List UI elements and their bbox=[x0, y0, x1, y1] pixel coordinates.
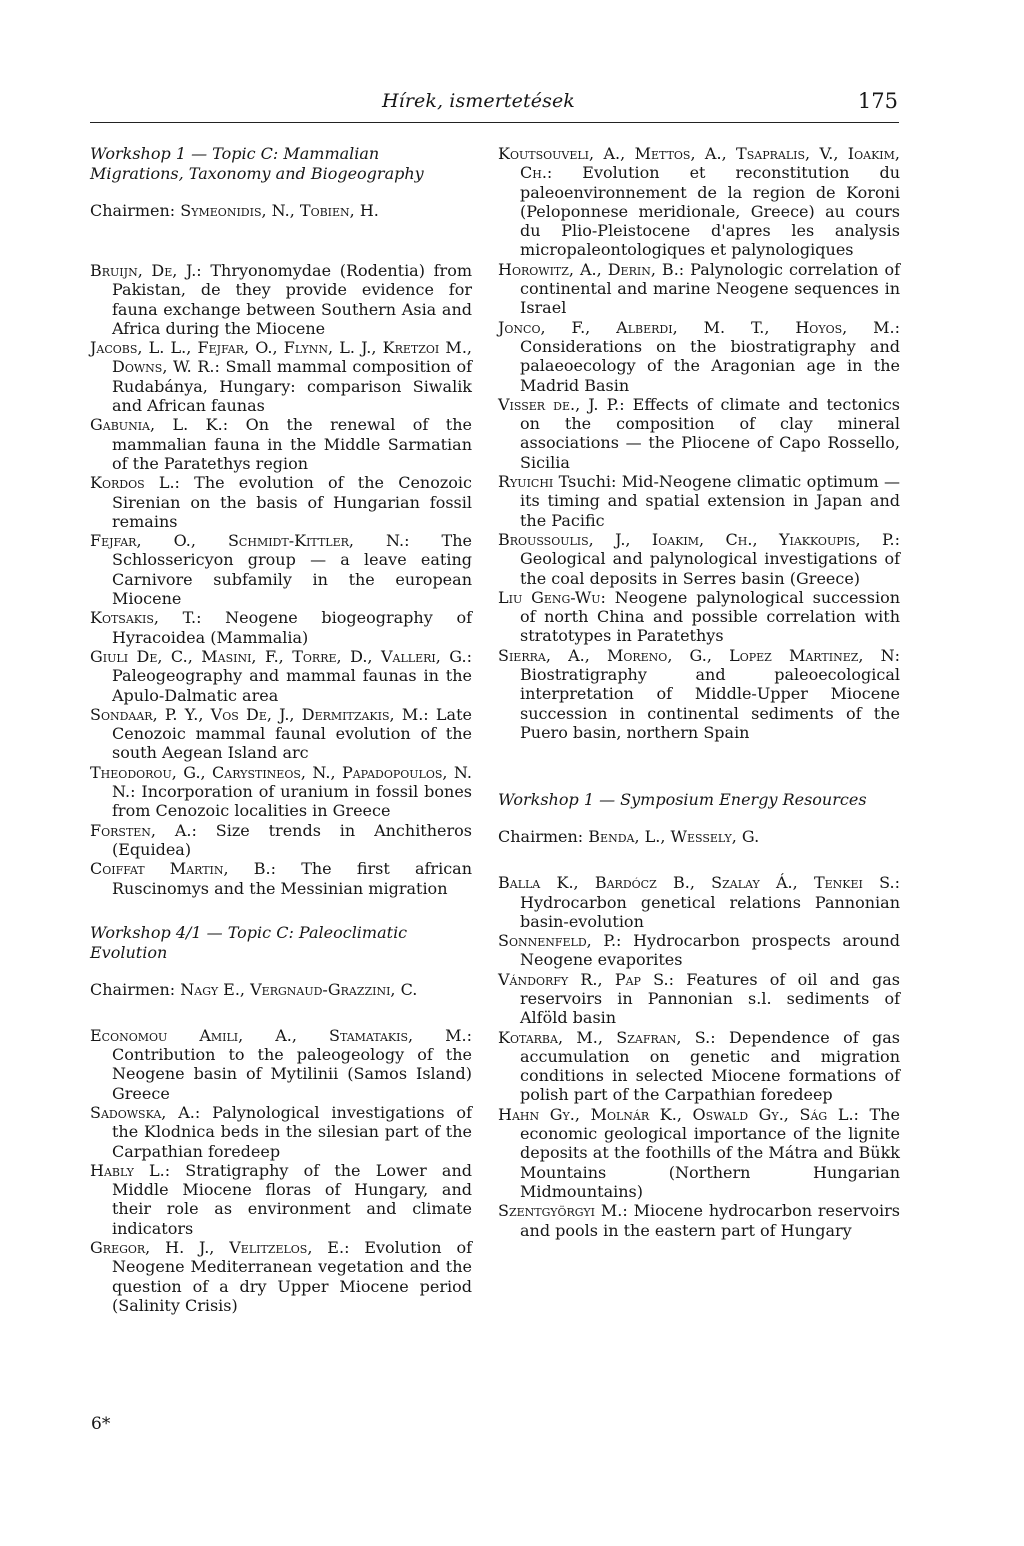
chairmen-names: Benda, L., Wessely, G. bbox=[588, 827, 760, 847]
entry-authors: Sonnenfeld, P. bbox=[498, 931, 617, 951]
paper-entry bbox=[90, 763, 472, 821]
chairmen-label: Chairmen: bbox=[90, 979, 176, 999]
chairmen-label: Chairmen: bbox=[90, 201, 176, 220]
entry-authors: Vándorfy R., Pap S. bbox=[498, 969, 669, 989]
chairmen-line bbox=[498, 827, 900, 847]
entry-authors: Economou Amili, A., Stamatakis, M. bbox=[90, 1025, 467, 1045]
paper-entry bbox=[90, 821, 472, 860]
entry-title: : Neogene biogeography of Hyracoidea (Mammalia) bbox=[112, 608, 472, 647]
entry-authors: Sadowska, A. bbox=[90, 1102, 195, 1122]
paper-entry bbox=[498, 1028, 900, 1105]
paper-entry bbox=[90, 705, 472, 763]
entry-title: : Effects of climate and tectonics on the composition of clay mineral associations — the Pliocene of Capo Rossello, Sicilia bbox=[520, 394, 900, 472]
entry-authors: Liu Geng-Wu bbox=[498, 587, 601, 607]
entry-authors: Hahn Gy., Molnár K., Oswald Gy., Ság L. bbox=[498, 1104, 854, 1124]
paper-entry bbox=[498, 260, 900, 318]
paper-entry bbox=[90, 261, 472, 338]
workshop-section bbox=[90, 144, 472, 898]
entry-authors: Kordos L. bbox=[90, 473, 175, 493]
workshop-section bbox=[498, 790, 900, 1240]
entry-authors: Theodorou, G., Carystineos, N., Papadopoulos, N. N. bbox=[90, 762, 472, 802]
entry-authors: Gregor, H. J., Velitzelos, E. bbox=[90, 1238, 345, 1258]
entry-title: : Evolution et reconstitution du paleoenvironnement de la region de Koroni (Peloponnese meridionale, Greece) au cours du Plio-Pleistocene d'apres les analysis micropaleontologiques et palynologiques bbox=[520, 163, 900, 260]
paper-entry bbox=[90, 1238, 472, 1315]
entry-authors: Jonco, F., Alberdi, M. T., Hoyos, M. bbox=[498, 317, 895, 337]
paper-entry bbox=[498, 530, 900, 588]
entry-title: : Paleogeography and mammal faunas in the Apulo-Dalmatic area bbox=[112, 646, 472, 705]
entry-title: : The Schlossericyon group — a leave eating Carnivore subfamily in the european Miocene bbox=[112, 531, 472, 609]
entry-title: : Miocene hydrocarbon reservoirs and pools in the eastern part of Hungary bbox=[520, 1201, 900, 1240]
entry-authors: Fejfar, O., Schmidt-Kittler, N. bbox=[90, 531, 405, 551]
running-title: Hírek, ismertetések bbox=[382, 90, 575, 112]
entry-authors: Bruijn, De, J. bbox=[90, 261, 197, 280]
entry-title: : On the renewal of the mammalian fauna in the Middle Sarmatian of the Paratethys region bbox=[112, 415, 472, 473]
entry-authors: Hably L. bbox=[90, 1160, 165, 1180]
entry-title: : Small mammal composition of Rudabánya, Hungary: comparison Siwalik and African faunas bbox=[112, 357, 472, 416]
paper-entry bbox=[90, 473, 472, 531]
paper-entry bbox=[90, 647, 472, 705]
paper-entry bbox=[498, 873, 900, 931]
entry-authors: Balla K., Bardócz B., Szalay Á., Tenkei S. bbox=[498, 873, 895, 893]
entry-title: : Considerations on the biostratigraphy and palaeoecology of the Aragonian age in the Madrid Basin bbox=[520, 317, 900, 395]
entry-title: : Geological and palynological investigations of the coal deposits in Serres basin (Greece) bbox=[520, 529, 900, 588]
entry-authors: Visser de., J. P. bbox=[498, 394, 620, 414]
entry-title: : Palynologic correlation of continental and marine Neogene sequences in Israel bbox=[520, 259, 900, 318]
workshop-heading: Workshop 4/1 — Topic C: Paleoclimatic Evolution bbox=[90, 922, 408, 962]
paper-entry bbox=[498, 144, 900, 260]
entry-authors: Kotsakis, T. bbox=[90, 608, 197, 628]
entry-authors: Szentgyörgyi M. bbox=[498, 1201, 623, 1221]
chairmen-label: Chairmen: bbox=[498, 827, 584, 847]
paper-entry bbox=[90, 338, 472, 415]
paper-entry bbox=[498, 931, 900, 970]
entry-authors: Jacobs, L. L., Fejfar, O., Flynn, L. J., Kretzoi M., Downs, W. R. bbox=[90, 338, 472, 377]
paper-entry bbox=[498, 588, 900, 646]
paper-entry bbox=[90, 1026, 472, 1103]
entry-authors: Forsten, A. bbox=[90, 820, 192, 840]
chairmen-line bbox=[90, 980, 472, 1000]
paper-entry bbox=[498, 1201, 900, 1240]
entry-authors: Koutsouveli, A., Mettos, A., Tsapralis, V., Ioakim, Ch. bbox=[498, 144, 900, 183]
running-header bbox=[90, 88, 899, 123]
paper-entry bbox=[90, 608, 472, 647]
paper-entry bbox=[90, 1161, 472, 1238]
paper-entry bbox=[498, 395, 900, 472]
entry-authors: Gabunia, L. K. bbox=[90, 415, 223, 435]
entry-title: : Hydrocarbon prospects around Neogene evaporites bbox=[520, 931, 901, 970]
signature-mark: 6* bbox=[91, 1414, 111, 1434]
paper-entry bbox=[90, 531, 472, 608]
left-column bbox=[90, 144, 472, 1315]
paper-entry bbox=[498, 472, 900, 530]
entry-authors: Giuli De, C., Masini, F., Torre, D., Valleri, G. bbox=[90, 646, 467, 666]
paper-entry bbox=[498, 1105, 900, 1201]
right-column bbox=[498, 144, 900, 1240]
entry-title: : Contribution to the paleogeology of the Neogene basin of Mytilinii (Samos Island) Greece bbox=[112, 1025, 472, 1103]
paper-entry bbox=[498, 318, 900, 395]
entry-authors: Broussoulis, J., Ioakim, Ch., Yiakkoupis, P. bbox=[498, 529, 895, 549]
entry-title: : Late Cenozoic mammal faunal evolution of the south Aegean Island arc bbox=[112, 704, 472, 763]
entry-title: : Incorporation of uranium in fossil bones from Cenozoic localities in Greece bbox=[112, 782, 472, 821]
entry-title: : The first african Ruscinomys and the Messinian migration bbox=[112, 859, 473, 898]
entry-authors: Ryuichi bbox=[498, 472, 554, 492]
entry-title: : Features of oil and gas reservoirs in Pannonian s.l. sediments of Alföld basin bbox=[520, 969, 900, 1028]
page-number: 175 bbox=[857, 89, 898, 113]
entry-title: : Thryonomydae (Rodentia) from Pakistan, de they provide evidence for fauna exchange between Southern Asia and Africa during the Miocene bbox=[112, 261, 472, 338]
entry-authors: Horowitz, A., Derin, B. bbox=[498, 259, 679, 279]
paper-entry bbox=[90, 1103, 472, 1161]
entry-authors: Sierra, A., Moreno, G., Lopez Martinez, N bbox=[498, 645, 895, 665]
workshop-heading: Workshop 1 — Symposium Energy Resources bbox=[498, 790, 867, 810]
chairmen-line bbox=[90, 201, 472, 221]
paper-entry bbox=[90, 415, 472, 473]
entry-title: : Biostratigraphy and paleoecological interpretation of Middle-Upper Miocene succession in continental sediments of the Puero basin, northern Spain bbox=[520, 645, 900, 742]
chairmen-names: Nagy E., Vergnaud-Grazzini, C. bbox=[180, 979, 418, 999]
entry-title: : Evolution of Neogene Mediterranean vegetation and the question of a dry Upper Miocene period (Salinity Crisis) bbox=[112, 1238, 472, 1315]
entry-title: : Dependence of gas accumulation on genetic and migration conditions in selected Miocene formations of polish part of the Carpathian foredeep bbox=[520, 1027, 900, 1105]
entry-authors: Coiffat Martin, B. bbox=[90, 859, 271, 879]
entry-title: : Neogene palynological succession of north China and possible correlation with stratotypes in Paratethys bbox=[520, 587, 901, 646]
entry-title: : Palynological investigations of the Klodnica beds in the silesian part of the Carpathian foredeep bbox=[112, 1102, 472, 1161]
entry-title: : Hydrocarbon genetical relations Pannonian basin-evolution bbox=[520, 873, 900, 931]
workshop-heading: Workshop 1 — Topic C: Mammalian Migrations, Taxonomy and Biogeography bbox=[90, 144, 424, 183]
continued-entries bbox=[498, 144, 900, 742]
entry-title: : Size trends in Anchitheros (Equidea) bbox=[112, 820, 473, 859]
paper-entry bbox=[498, 646, 900, 742]
entry-authors: Kotarba, M., Szafran, S. bbox=[498, 1027, 711, 1047]
entry-title: : Stratigraphy of the Lower and Middle Miocene floras of Hungary, and their role as environment and climate indicators bbox=[112, 1160, 473, 1238]
chairmen-names: Symeonidis, N., Tobien, H. bbox=[180, 201, 379, 220]
entry-authors: Sondaar, P. Y., Vos De, J., Dermitzakis, M. bbox=[90, 704, 424, 724]
entry-title: : The evolution of the Cenozoic Sirenian on the basis of Hungarian fossil remains bbox=[112, 473, 472, 531]
paper-entry bbox=[90, 859, 472, 898]
entry-title: : The economic geological importance of the lignite deposits at the foothills of the Mátra and Bükk Mountains (Northern Hungarian Midmountains) bbox=[520, 1104, 900, 1201]
paper-entry bbox=[498, 970, 900, 1028]
workshop-section bbox=[90, 923, 472, 1315]
entry-title: Tsuchi: Mid-Neogene climatic optimum — its timing and spatial extension in Japan and the Pacific bbox=[520, 472, 900, 530]
